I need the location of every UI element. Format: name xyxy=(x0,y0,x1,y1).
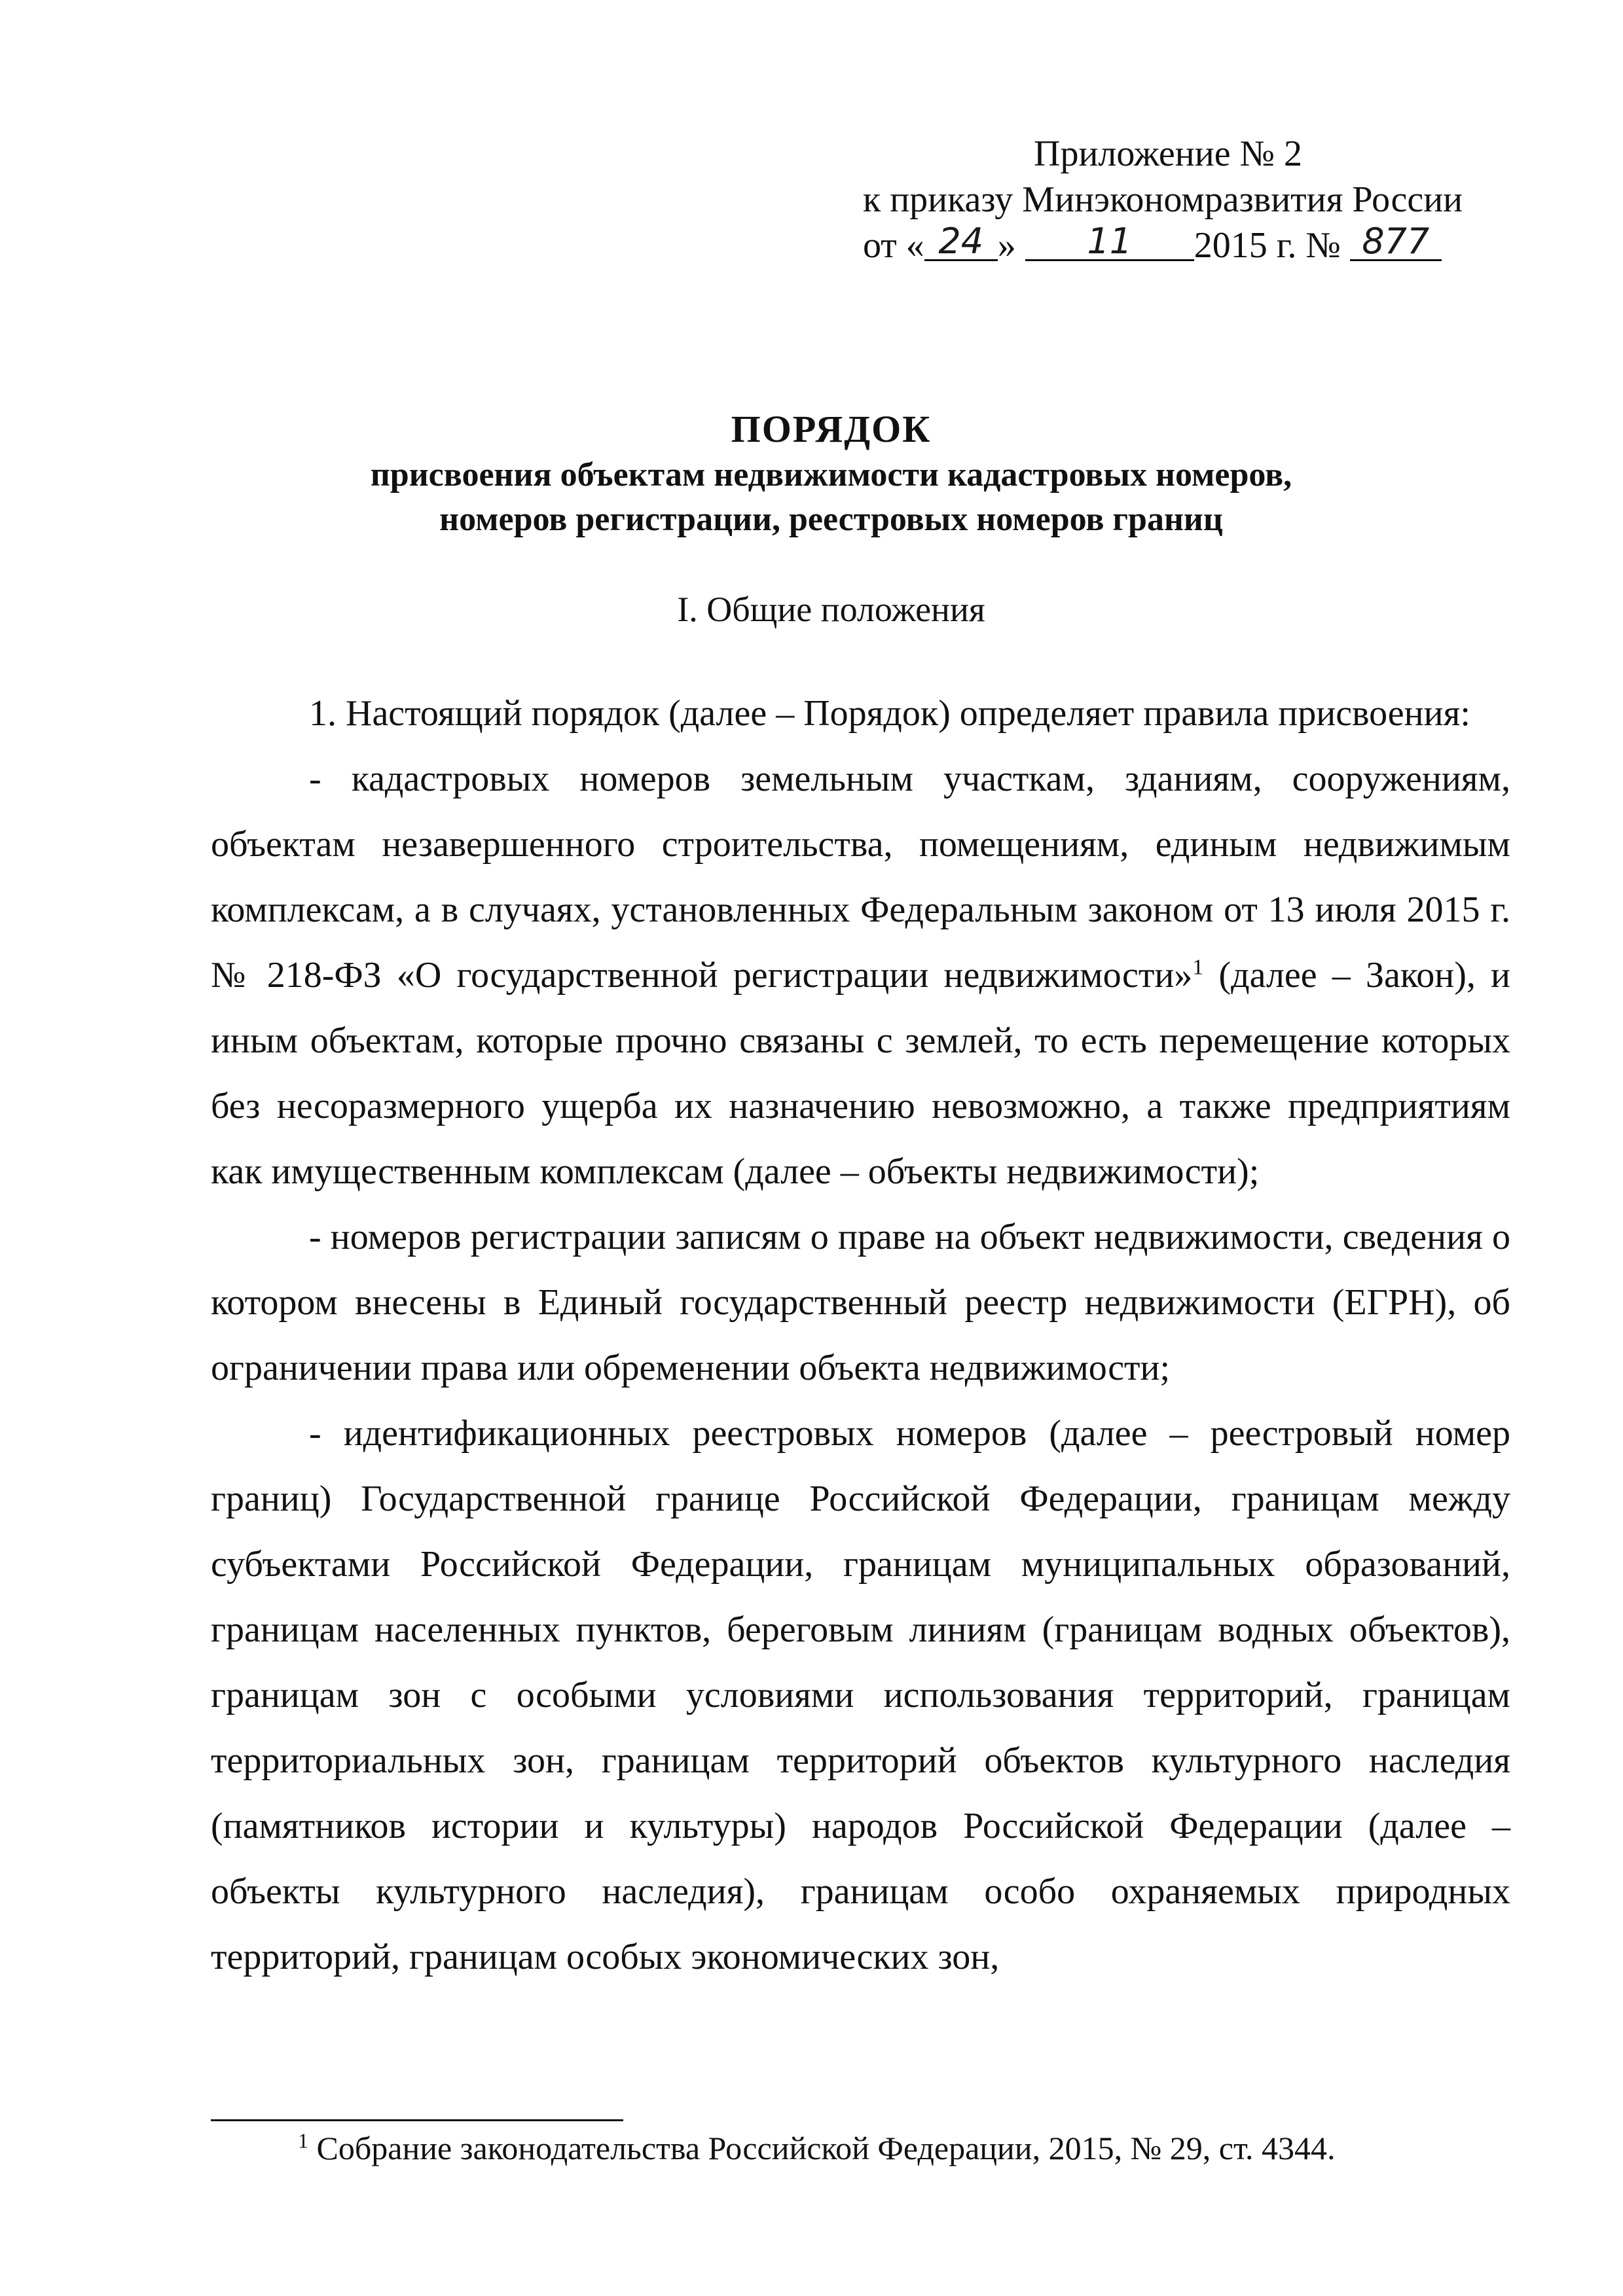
document-title: ПОРЯДОК xyxy=(731,408,932,450)
date-month-handwritten: 11 xyxy=(1087,221,1133,262)
title-block xyxy=(0,406,1623,632)
paragraph-2-text-a: - кадастровых номеров земельным участкам, зданиям, сооружениям, объектам незавершенного строительства, помещениям, единым недвижимым комплексам, а в случаях, установленных Федеральным законом от 13 июля 2015 г. № 218-ФЗ «О государственной регистрации недвижимости» xyxy=(211,759,1510,996)
date-month-blank xyxy=(1025,223,1194,261)
order-reference: к приказу Минэкономразвития России xyxy=(863,179,1463,220)
document-subtitle-line1: присвоения объектам недвижимости кадастровых номеров, xyxy=(370,456,1292,493)
appendix-label: Приложение № 2 xyxy=(1034,134,1302,174)
section-heading: I. Общие положения xyxy=(677,590,985,629)
appendix-header xyxy=(863,131,1518,268)
paragraph-2 xyxy=(211,746,1510,1204)
date-year: 2015 г. № xyxy=(1194,225,1341,266)
paragraph-1: 1. Настоящий порядок (далее – Порядок) определяет правила присвоения: xyxy=(309,693,1470,734)
footnote xyxy=(298,2127,1336,2169)
date-mid: » xyxy=(997,225,1016,266)
document-body xyxy=(211,681,1510,1990)
date-day-handwritten: 24 xyxy=(938,221,984,262)
order-date-line xyxy=(863,223,1518,268)
footnote-reference: 1 xyxy=(1192,955,1204,980)
paragraph-4: - идентификационных реестровых номеров (далее – реестровый номер границ) Государственной границе Российской Федерации, границам между субъектами Российской Федерации, границам муниципальных образований, границам населенных пунктов, береговым линиям (границам водных объектов), границам зон с особыми условиями использования территорий, границам территориальных зон, границам территорий объектов культурного наследия (памятников истории и культуры) народов Российской Федерации (далее – объекты культурного наследия), границам особо охраняемых природных территорий, границам особых экономических зон, xyxy=(211,1413,1510,1977)
date-prefix: от « xyxy=(863,225,924,266)
date-day-blank xyxy=(924,223,998,261)
document-subtitle-line2: номеров регистрации, реестровых номеров границ xyxy=(439,501,1223,538)
paragraph-3: - номеров регистрации записям о праве на объект недвижимости, сведения о котором внесены в Единый государственный реестр недвижимости (ЕГРН), об ограничении права или обременении объекта недвижимости; xyxy=(211,1217,1510,1388)
order-number-blank xyxy=(1350,223,1442,261)
order-number-handwritten: 877 xyxy=(1362,221,1430,262)
footnote-text: Собрание законодательства Российской Федерации, 2015, № 29, ст. 4344. xyxy=(308,2130,1336,2166)
footnote-separator xyxy=(211,2119,623,2121)
paragraph-2-text-b: (далее – Закон), и иным объектам, которые прочно связаны с землей, то есть перемещение которых без несоразмерного ущерба их назначению невозможно, а также предприятиям как имущественным комплексам (далее – объекты недвижимости); xyxy=(211,955,1510,1192)
footnote-mark: 1 xyxy=(298,2128,308,2153)
